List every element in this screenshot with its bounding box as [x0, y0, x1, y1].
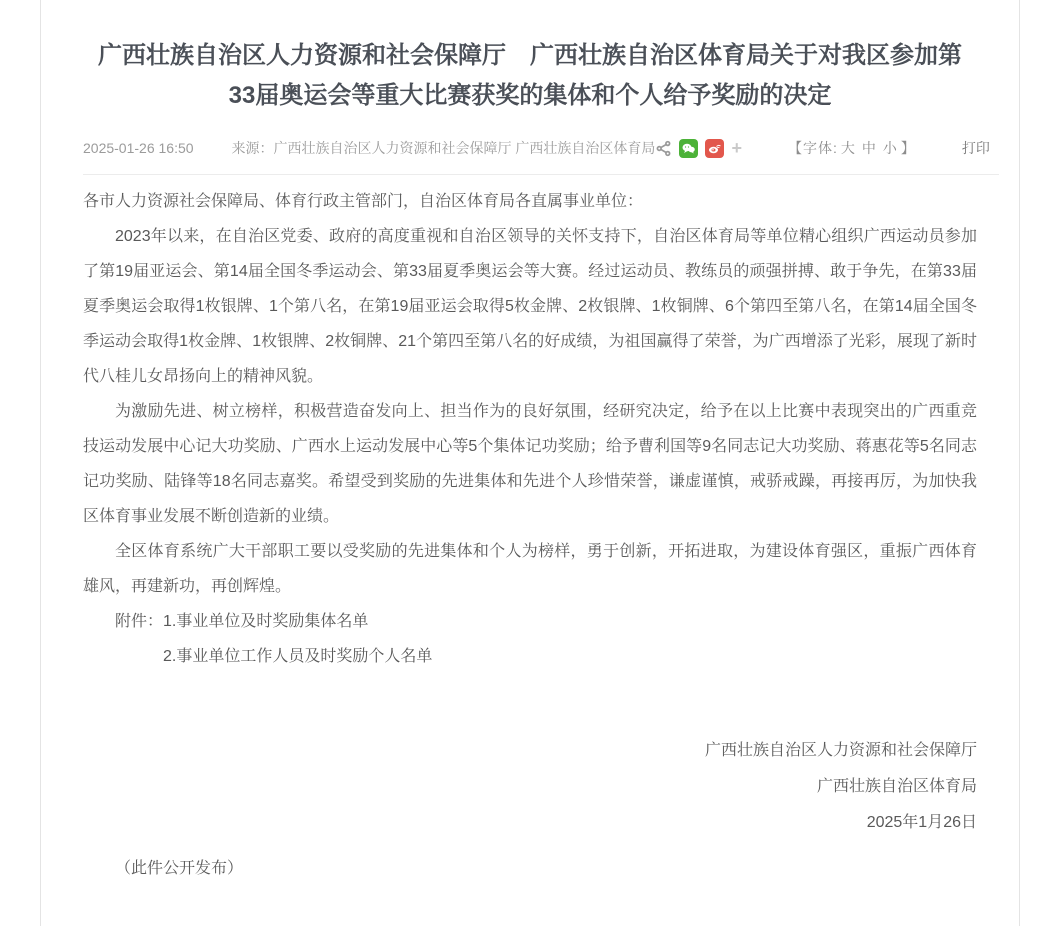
toolbar-right: [655, 138, 1003, 158]
signature-org-2: 广西壮族自治区体育局: [816, 778, 977, 795]
signature-org-1: 广西壮族自治区人力资源和社会保障厅: [704, 742, 977, 759]
publish-date: 2025-01-26 16:50: [83, 140, 194, 156]
weibo-share-icon[interactable]: [705, 139, 724, 158]
signature-block: [41, 733, 1019, 841]
body-paragraph-3: 全区体育系统广大干部职工要以受奖励的先进集体和个人为榜样，勇于创新，开拓进取，为建设体育强区，重振广西体育雄风，再建新功，再创辉煌。: [83, 543, 977, 595]
share-buttons: [655, 139, 742, 158]
more-share-icon[interactable]: +: [731, 138, 742, 158]
font-size-medium-button[interactable]: 中: [861, 140, 877, 156]
font-size-label: 【字体:: [787, 140, 838, 156]
source-line: [232, 138, 656, 158]
salutation-paragraph: 各市人力资源社会保障局、体育行政主管部门，自治区体育局各直属事业单位：: [83, 193, 644, 210]
meta-info: [83, 138, 655, 158]
print-button[interactable]: 打印: [961, 140, 990, 156]
font-size-small-button[interactable]: 小: [882, 140, 898, 156]
article-page: [40, 0, 1020, 926]
attachment-item-2: 2.事业单位工作人员及时奖励个人名单: [163, 648, 433, 665]
attachment-item-1: 附件：1.事业单位及时奖励集体名单: [115, 613, 369, 630]
meta-toolbar: [83, 138, 999, 175]
wechat-share-icon[interactable]: [679, 139, 698, 158]
font-size-control: [788, 138, 916, 158]
body-paragraph-1: 2023年以来，在自治区党委、政府的高度重视和自治区领导的关怀支持下，自治区体育局等单位精心组织广西运动员参加了第19届亚运会、第14届全国冬季运动会、第33届夏季奥运会等大赛。经过运动员、教练员的顽强拼搏、敢于争先，在第33届夏季奥运会取得1枚银牌、1个第八名，在第19届亚运会取得5枚金牌、2枚银牌、1枚铜牌、6个第四至第八名，在第14届全国冬季运动会取得1枚金牌、1枚银牌、2枚铜牌、21个第四至第八名的好成绩，为祖国赢得了荣誉，为广西增添了光彩，展现了新时代八桂儿女昂扬向上的精神风貌。: [83, 228, 977, 385]
page-title: 广西壮族自治区人力资源和社会保障厅 广西壮族自治区体育局关于对我区参加第33届奥运会等重大比赛获奖的集体和个人给予奖励的决定: [98, 42, 962, 109]
source-label: 来源：: [231, 140, 274, 156]
font-size-large-button[interactable]: 大: [840, 140, 856, 156]
attachments-list: [83, 604, 977, 674]
signature-date: 2025年1月26日: [866, 814, 977, 831]
font-size-label-close: 】: [900, 140, 916, 156]
public-release-note: （此件公开发布）: [115, 860, 244, 877]
source-value: 广西壮族自治区人力资源和社会保障厅 广西壮族自治区体育局: [273, 140, 656, 156]
share-icon[interactable]: [655, 140, 672, 157]
body-paragraph-2: 为激励先进、树立榜样，积极营造奋发向上、担当作为的良好氛围，经研究决定，给予在以上比赛中表现突出的广西重竞技运动发展中心记大功奖励、广西水上运动发展中心等5个集体记功奖励；给予曹利国等9名同志记大功奖励、蒋惠花等5名同志记功奖励、陆锋等18名同志嘉奖。希望受到奖励的先进集体和先进个人珍惜荣誉，谦虚谨慎，戒骄戒躁，再接再厉，为加快我区体育事业发展不断创造新的业绩。: [83, 403, 977, 525]
article-body: [41, 184, 1019, 674]
